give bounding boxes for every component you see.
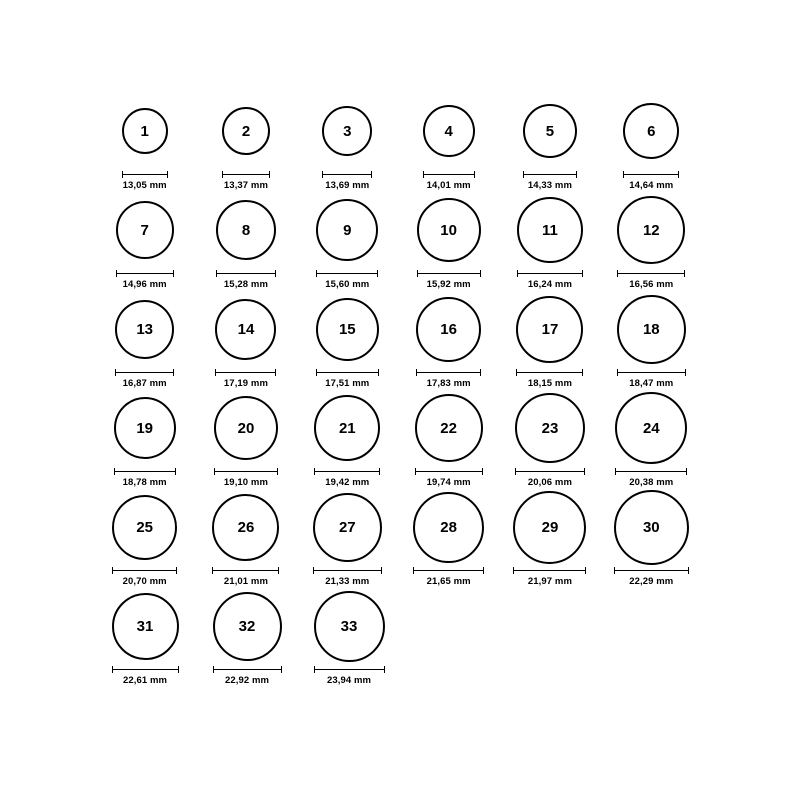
ring-circle-icon	[112, 593, 179, 660]
dimension-group	[114, 468, 176, 488]
dimension-label: 18,47 mm	[629, 378, 674, 389]
dimension-group	[212, 567, 279, 587]
dimension-line-icon	[314, 666, 385, 673]
dimension-label: 15,28 mm	[223, 279, 269, 290]
ring-circle-icon	[216, 200, 276, 260]
ring-size-cell[interactable]	[503, 290, 596, 389]
ring-size-number: 10	[440, 221, 457, 239]
dimension-group	[316, 270, 378, 290]
dimension-group	[523, 171, 577, 191]
ring-circle-wrap	[617, 191, 685, 269]
ring-circle-wrap	[316, 290, 379, 368]
ring-circle-wrap	[314, 587, 385, 665]
dimension-line-icon	[515, 468, 585, 475]
ring-circle-wrap	[216, 191, 276, 269]
dimension-label: 14,33 mm	[527, 180, 573, 191]
ring-size-number: 9	[343, 221, 352, 239]
ring-circle-icon	[617, 295, 686, 364]
ring-circle-icon	[623, 103, 679, 159]
dimension-group	[214, 468, 278, 488]
dimension-group	[215, 369, 276, 389]
ring-size-number: 19	[136, 419, 153, 437]
dimension-group	[213, 666, 282, 686]
ring-size-number: 30	[642, 518, 660, 536]
dimension-line-icon	[116, 270, 174, 277]
ring-circle-icon	[116, 201, 174, 259]
ring-size-cell[interactable]	[605, 92, 698, 191]
ring-size-number: 7	[140, 221, 149, 239]
ring-circle-wrap	[617, 290, 686, 368]
ring-size-cell[interactable]	[301, 488, 394, 587]
ring-size-cell[interactable]	[503, 92, 596, 191]
dimension-group	[116, 270, 174, 290]
dimension-label: 19,42 mm	[325, 477, 370, 488]
dimension-label: 13,69 mm	[325, 180, 370, 191]
dimension-label: 17,83 mm	[426, 378, 471, 389]
dimension-label: 22,92 mm	[224, 675, 270, 686]
dimension-label: 15,60 mm	[325, 279, 370, 290]
ring-circle-icon	[322, 106, 372, 156]
dimension-group	[417, 270, 481, 290]
dimension-line-icon	[423, 171, 475, 178]
ring-circle-wrap	[417, 191, 481, 269]
ring-size-number: 4	[444, 122, 453, 140]
ring-size-number: 8	[241, 221, 251, 239]
ring-size-cell[interactable]	[503, 191, 596, 290]
dimension-line-icon	[112, 567, 177, 574]
ring-size-cell[interactable]	[605, 191, 698, 290]
dimension-line-icon	[615, 468, 687, 475]
ring-circle-wrap	[415, 389, 483, 467]
ring-size-row	[98, 191, 706, 290]
ring-circle-wrap	[423, 92, 475, 170]
dimension-label: 14,01 mm	[426, 180, 471, 191]
ring-size-cell[interactable]	[98, 587, 192, 686]
dimension-group	[416, 369, 481, 389]
ring-size-cell[interactable]	[199, 92, 292, 191]
dimension-label: 21,65 mm	[426, 576, 471, 587]
dimension-label: 14,96 mm	[122, 279, 167, 290]
ring-circle-wrap	[112, 587, 179, 665]
dimension-group	[516, 369, 583, 389]
ring-size-cell[interactable]	[605, 488, 698, 587]
ring-circle-wrap	[513, 488, 586, 566]
dimension-label: 18,15 mm	[527, 378, 573, 389]
ring-size-cell[interactable]	[301, 290, 394, 389]
dimension-group	[222, 171, 270, 191]
ring-circle-icon	[614, 490, 689, 565]
ring-size-cell[interactable]	[98, 92, 191, 191]
dimension-group	[314, 468, 380, 488]
ring-size-number: 5	[545, 122, 555, 140]
dimension-line-icon	[516, 369, 583, 376]
dimension-label: 14,64 mm	[629, 180, 674, 191]
ring-size-number: 21	[338, 419, 356, 437]
dimension-group	[216, 270, 276, 290]
dimension-line-icon	[417, 270, 481, 277]
dimension-label: 13,37 mm	[223, 180, 269, 191]
dimension-label: 16,87 mm	[122, 378, 167, 389]
ring-size-number: 24	[642, 419, 660, 437]
dimension-label: 16,24 mm	[527, 279, 573, 290]
ring-circle-wrap	[523, 92, 577, 170]
ring-circle-wrap	[322, 92, 372, 170]
dimension-group	[322, 171, 372, 191]
ring-circle-wrap	[314, 389, 380, 467]
ring-size-row	[98, 587, 706, 686]
dimension-line-icon	[523, 171, 577, 178]
ring-size-number: 16	[440, 320, 457, 338]
ring-size-cell[interactable]	[301, 92, 394, 191]
ring-size-number: 18	[642, 320, 660, 338]
ring-circle-icon	[417, 198, 481, 262]
ring-circle-icon	[617, 196, 685, 264]
ring-size-number: 12	[642, 221, 660, 239]
ring-size-number: 25	[136, 518, 153, 536]
dimension-label: 20,38 mm	[629, 477, 674, 488]
dimension-label: 21,33 mm	[325, 576, 370, 587]
dimension-line-icon	[316, 369, 379, 376]
ring-size-cell[interactable]	[402, 290, 495, 389]
ring-size-cell[interactable]	[302, 587, 396, 686]
dimension-label: 19,10 mm	[223, 477, 269, 488]
ring-circle-wrap	[212, 488, 279, 566]
ring-circle-icon	[316, 298, 379, 361]
ring-size-number: 32	[238, 617, 256, 635]
ring-circle-wrap	[615, 389, 687, 467]
ring-circle-icon	[415, 394, 483, 462]
dimension-group	[617, 270, 685, 290]
ring-size-number: 17	[541, 320, 559, 338]
ring-circle-wrap	[516, 290, 583, 368]
dimension-line-icon	[316, 270, 378, 277]
ring-circle-wrap	[515, 389, 585, 467]
ring-size-row	[98, 92, 706, 191]
dimension-group	[615, 468, 687, 488]
dimension-label: 19,74 mm	[426, 477, 471, 488]
ring-size-cell[interactable]	[200, 587, 294, 686]
dimension-group	[623, 171, 679, 191]
ring-size-row	[98, 488, 706, 587]
ring-circle-wrap	[215, 290, 276, 368]
ring-circle-icon	[122, 108, 168, 154]
ring-size-number: 13	[136, 320, 153, 338]
ring-size-cell[interactable]	[402, 191, 495, 290]
ring-size-number: 23	[541, 419, 559, 437]
dimension-label: 22,61 mm	[122, 675, 168, 686]
ring-size-row	[98, 389, 706, 488]
ring-size-cell[interactable]	[199, 290, 292, 389]
dimension-group	[617, 369, 686, 389]
dimension-line-icon	[313, 567, 382, 574]
ring-size-cell[interactable]	[605, 389, 698, 488]
dimension-group	[314, 666, 385, 686]
ring-circle-wrap	[222, 92, 270, 170]
dimension-line-icon	[114, 468, 176, 475]
ring-circle-icon	[115, 300, 174, 359]
dimension-line-icon	[517, 270, 583, 277]
ring-circle-icon	[513, 491, 586, 564]
ring-size-cell[interactable]	[98, 488, 191, 587]
dimension-line-icon	[222, 171, 270, 178]
dimension-label: 16,56 mm	[629, 279, 674, 290]
ring-circle-wrap	[122, 92, 168, 170]
dimension-line-icon	[112, 666, 179, 673]
ring-circle-wrap	[623, 92, 679, 170]
ring-circle-wrap	[116, 191, 174, 269]
ring-circle-icon	[615, 392, 687, 464]
dimension-group	[122, 171, 168, 191]
dimension-group	[313, 567, 382, 587]
dimension-label: 17,19 mm	[223, 378, 269, 389]
ring-size-number: 27	[338, 518, 356, 536]
dimension-line-icon	[214, 468, 278, 475]
dimension-line-icon	[314, 468, 380, 475]
ring-circle-wrap	[413, 488, 484, 566]
ring-circle-wrap	[112, 488, 177, 566]
ring-circle-wrap	[115, 290, 174, 368]
ring-size-number: 31	[136, 617, 154, 635]
dimension-line-icon	[115, 369, 174, 376]
ring-circle-icon	[416, 297, 481, 362]
ring-circle-icon	[112, 495, 177, 560]
ring-size-number: 15	[338, 320, 356, 338]
ring-circle-icon	[316, 199, 378, 261]
dimension-group	[112, 567, 177, 587]
ring-size-grid	[98, 92, 706, 686]
ring-circle-icon	[413, 492, 484, 563]
dimension-label: 23,94 mm	[326, 675, 372, 686]
dimension-line-icon	[415, 468, 483, 475]
dimension-line-icon	[122, 171, 168, 178]
ring-size-cell[interactable]	[605, 290, 698, 389]
ring-circle-icon	[114, 397, 176, 459]
dimension-label: 22,29 mm	[629, 576, 674, 587]
dimension-group	[413, 567, 484, 587]
ring-size-number: 1	[140, 122, 149, 140]
ring-size-number: 26	[237, 518, 255, 536]
ring-size-number: 6	[647, 122, 656, 140]
ring-size-cell[interactable]	[199, 488, 292, 587]
dimension-line-icon	[413, 567, 484, 574]
ring-circle-icon	[423, 105, 475, 157]
ring-circle-wrap	[114, 389, 176, 467]
ring-circle-icon	[213, 592, 282, 661]
ring-circle-icon	[313, 493, 382, 562]
ring-circle-icon	[212, 494, 279, 561]
ring-size-cell[interactable]	[402, 488, 495, 587]
dimension-line-icon	[617, 369, 686, 376]
ring-circle-icon	[222, 107, 270, 155]
ring-size-cell[interactable]	[402, 92, 495, 191]
ring-circle-icon	[517, 197, 583, 263]
ring-size-cell[interactable]	[199, 389, 292, 488]
ring-size-cell[interactable]	[503, 389, 596, 488]
ring-size-cell[interactable]	[98, 389, 191, 488]
dimension-group	[415, 468, 483, 488]
ring-circle-wrap	[416, 290, 481, 368]
ring-circle-wrap	[614, 488, 689, 566]
ring-size-number: 3	[343, 122, 352, 140]
dimension-line-icon	[212, 567, 279, 574]
dimension-label: 21,97 mm	[527, 576, 573, 587]
dimension-line-icon	[213, 666, 282, 673]
dimension-label: 15,92 mm	[426, 279, 471, 290]
dimension-label: 13,05 mm	[122, 180, 167, 191]
dimension-line-icon	[216, 270, 276, 277]
ring-circle-icon	[523, 104, 577, 158]
dimension-group	[115, 369, 174, 389]
ring-circle-icon	[214, 396, 278, 460]
ring-circle-wrap	[213, 587, 282, 665]
dimension-label: 17,51 mm	[325, 378, 370, 389]
dimension-label: 18,78 mm	[122, 477, 167, 488]
dimension-group	[513, 567, 586, 587]
dimension-group	[112, 666, 179, 686]
ring-size-number: 11	[542, 221, 558, 239]
ring-circle-wrap	[313, 488, 382, 566]
dimension-line-icon	[513, 567, 586, 574]
dimension-line-icon	[215, 369, 276, 376]
ring-size-cell[interactable]	[98, 290, 191, 389]
ring-size-cell[interactable]	[301, 191, 394, 290]
ring-circle-icon	[215, 299, 276, 360]
ring-circle-wrap	[517, 191, 583, 269]
ring-size-number: 33	[340, 617, 358, 635]
dimension-label: 21,01 mm	[223, 576, 269, 587]
dimension-group	[517, 270, 583, 290]
dimension-group	[316, 369, 379, 389]
ring-size-cell[interactable]	[199, 191, 292, 290]
dimension-line-icon	[322, 171, 372, 178]
ring-size-number: 20	[237, 419, 255, 437]
ring-size-cell[interactable]	[503, 488, 596, 587]
dimension-group	[423, 171, 475, 191]
ring-size-number: 14	[237, 320, 255, 338]
dimension-line-icon	[614, 567, 689, 574]
ring-circle-icon	[516, 296, 583, 363]
ring-size-number: 2	[241, 122, 251, 140]
ring-size-number: 28	[440, 518, 457, 536]
ring-circle-icon	[314, 395, 380, 461]
dimension-line-icon	[617, 270, 685, 277]
ring-size-number: 22	[440, 419, 457, 437]
dimension-group	[614, 567, 689, 587]
ring-size-number: 29	[541, 518, 559, 536]
dimension-line-icon	[623, 171, 679, 178]
ring-size-cell[interactable]	[402, 389, 495, 488]
ring-circle-icon	[515, 393, 585, 463]
ring-circle-wrap	[316, 191, 378, 269]
ring-size-cell[interactable]	[98, 191, 191, 290]
dimension-label: 20,70 mm	[122, 576, 167, 587]
ring-circle-wrap	[214, 389, 278, 467]
ring-size-row	[98, 290, 706, 389]
ring-size-cell[interactable]	[301, 389, 394, 488]
dimension-line-icon	[416, 369, 481, 376]
ring-circle-icon	[314, 591, 385, 662]
dimension-group	[515, 468, 585, 488]
dimension-label: 20,06 mm	[527, 477, 573, 488]
